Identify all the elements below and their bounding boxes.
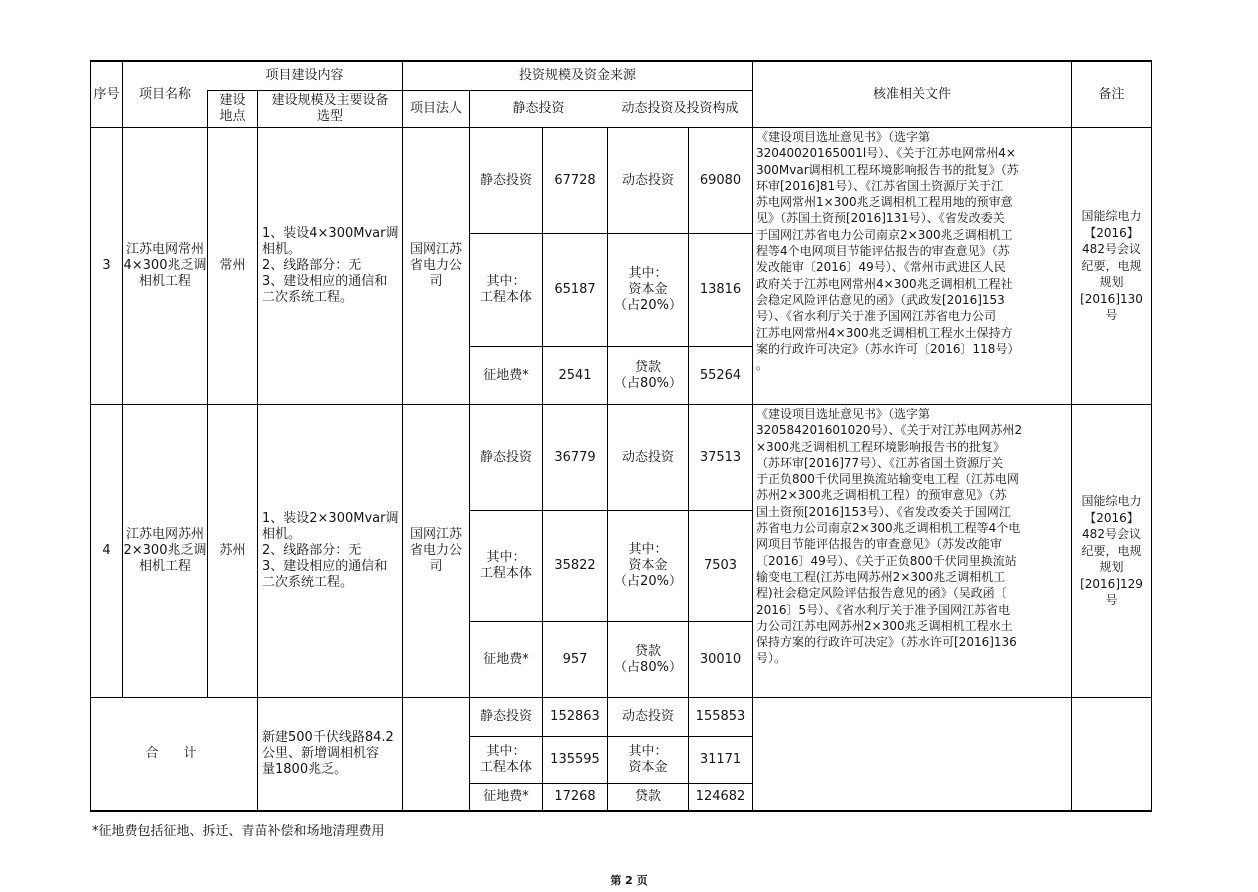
- row3-dynamic-value-2: 13816: [699, 282, 742, 297]
- header-location: 建设 地点: [219, 93, 246, 124]
- header-notes: 备注: [1098, 86, 1125, 102]
- header-dynamic: 动态投资及投资构成: [621, 101, 739, 116]
- row3-legal: 国网江苏 省电力公 司: [409, 242, 462, 289]
- header-scale: 建设规模及主要设备 选型: [271, 93, 389, 124]
- col-line-location: [257, 90, 258, 811]
- header-static: 静态投资: [512, 101, 565, 116]
- row4-static-value-2: 35822: [554, 558, 596, 573]
- row3-static-label-2: 其中： 工程本体: [479, 274, 532, 305]
- row3-dynamic-label-3: 贷款 （占80%）: [614, 359, 682, 391]
- row4-dynamic-label-2: 其中： 资本金 （占20%）: [614, 542, 682, 589]
- row4-static-label-3: 征地费*: [483, 651, 529, 667]
- total-static-value-3: 17268: [554, 789, 596, 804]
- table-bottom-border: [90, 810, 1152, 812]
- total-dynamic-label-1: 动态投资: [621, 709, 674, 724]
- row3-static-label-1: 静态投资: [479, 172, 532, 188]
- total-dynamic-value-3: 124682: [695, 789, 746, 804]
- row3-name: 江苏电网常州 4×300兆乏调 相机工程: [123, 242, 207, 289]
- row4-static-label-2: 其中： 工程本体: [479, 550, 532, 581]
- row3-dynamic-value-3: 55264: [699, 367, 742, 383]
- row4-seq: 4: [102, 543, 111, 558]
- total-dynamic-value-2: 31171: [699, 752, 742, 767]
- row4-dynamic-value-1: 37513: [699, 449, 742, 465]
- row4-docs: 《建设项目选址意见书》（选字第 320584201601020号）、《关于对江苏电网苏州2 ×300兆乏调相机工程环境影响报告书的批复》 （苏环审[2016]77号）、《江苏省国土资源厅关 于正负800千伏同里换流站输变电工程（江苏电网 苏州2×300兆乏调相机工程）的预审意见》（苏 国土资预[2016]153号）、《省发改委关于国网江 苏省电力公司南京2×300兆乏调相机工程等4个电 网项目节能评估报告的审查意见》（苏发改能审 〔2016〕49号）、《关于正负800千伏同里换流站 输变电工程(江苏电网苏州2×300兆乏调相机工 程)社会稳定风险评估报告意见的函》（吴政函〔 2016〕5号）、《省水利厅关于准予国网江苏省电 力公司江苏电网苏州2×300兆乏调相机工程水土 保持方案的行政许可决定》（苏水许可[2016]136 号）。: [756, 407, 1023, 666]
- row3-static-value-1: 67728: [554, 172, 596, 188]
- total-static-label-1: 静态投资: [479, 709, 532, 724]
- header-investment: 投资规模及资金来源: [518, 68, 636, 83]
- row4-static-value-3: 957: [562, 651, 588, 667]
- row3-dynamic-label-1: 动态投资: [621, 172, 674, 188]
- total-scale: 新建500千伏线路84.2 公里、新增调相机容 量1800兆乏。: [262, 730, 394, 777]
- row4-dynamic-value-3: 30010: [699, 651, 742, 667]
- row4-dynamic-label-3: 贷款 （占80%）: [614, 643, 682, 675]
- row3-static-label-3: 征地费*: [483, 367, 529, 383]
- row3-dynamic-value-1: 69080: [699, 172, 742, 188]
- row4-static-label-1: 静态投资: [479, 449, 532, 465]
- footnote: *征地费包括征地、拆迁、青苗补偿和场地清理费用: [92, 824, 385, 839]
- total-static-label-2: 其中： 工程本体: [479, 744, 532, 775]
- row3-location: 常州: [219, 258, 246, 273]
- row3-seq: 3: [102, 258, 111, 273]
- header-docs: 核准相关文件: [872, 86, 951, 102]
- row3-docs: 《建设项目选址意见书》（选字第 32040020165001l号）、《关于江苏电网常州4× 300Mvar调相机工程环境影响报告书的批复》（苏 环审[2016]81号）、《江苏省国土资源厅关于江 苏电网常州1×300兆乏调相机工程用地的预审意 见》（苏国土资预[2016]131号）、《省发改委关 于国网江苏省电力公司南京2×300兆乏调相机工 程等4个电网项目节能评估报告的审查意见》（苏 发改能审〔2016〕49号）、《常州市武进区人民 政府关于江苏电网常州4×300兆乏调相机工程社 会稳定风险评估意见的函》（武政发[2016]153 号）、《省水利厅关于准予国网江苏省电力公司 江苏电网常州4×300兆乏调相机工程水土保持方 案的行政许可决定》（苏水许可〔2016〕118号） 。: [756, 130, 1020, 373]
- row4-notes: 国能综电力 【2016】 482号会议 纪要，电规 规划 [2016]129 号: [1080, 494, 1143, 608]
- row4-legal: 国网江苏 省电力公 司: [409, 527, 462, 574]
- row4-scale: 1、装设2×300Mvar调 相机。 2、线路部分：无 3、建设相应的通信和 二次系统工程。: [262, 511, 399, 590]
- row3-static-value-3: 2541: [558, 367, 592, 383]
- total-dynamic-value-1: 155853: [695, 709, 746, 724]
- total-label: 合 计: [145, 746, 203, 761]
- total-static-value-2: 135595: [550, 752, 600, 767]
- col-line-invest-right: [752, 60, 753, 811]
- row3-static-value-2: 65187: [554, 282, 596, 297]
- total-static-value-1: 152863: [550, 709, 600, 724]
- table-right-border: [1151, 60, 1152, 811]
- row4-dynamic-label-1: 动态投资: [621, 449, 674, 465]
- total-dynamic-label-3: 贷款: [634, 789, 661, 804]
- row3-notes: 国能综电力 【2016】 482号会议 纪要，电规 规划 [2016]130 号: [1080, 209, 1143, 323]
- row4-static-value-1: 36779: [554, 449, 596, 465]
- row3-scale: 1、装设4×300Mvar调 相机。 2、线路部分：无 3、建设相应的通信和 二次系统工程。: [262, 226, 399, 305]
- row4-dynamic-value-2: 7503: [703, 558, 738, 573]
- total-static-label-3: 征地费*: [483, 789, 529, 804]
- header-name: 项目名称: [138, 86, 191, 102]
- row4-name: 江苏电网苏州 2×300兆乏调 相机工程: [123, 527, 207, 574]
- row4-location: 苏州: [219, 543, 246, 558]
- header-legal: 项目法人: [409, 101, 462, 116]
- page-number: 第 2 页: [610, 874, 648, 887]
- header-content: 项目建设内容: [265, 68, 344, 83]
- header-seq: 序号: [93, 86, 120, 102]
- row3-dynamic-label-2: 其中： 资本金 （占20%）: [614, 266, 682, 313]
- total-dynamic-label-2: 其中： 资本金: [628, 744, 668, 775]
